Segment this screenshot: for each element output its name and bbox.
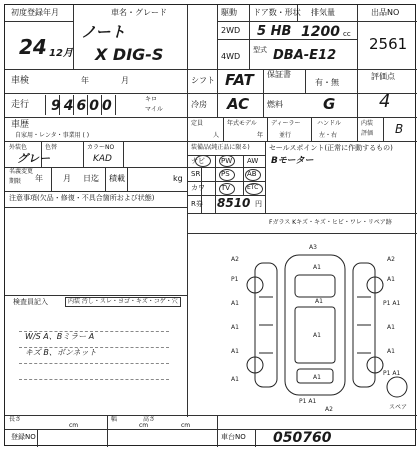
equip-ab: AB xyxy=(247,170,257,178)
chassis-value: 050760 xyxy=(273,430,332,446)
first-reg-year: 24 xyxy=(19,35,47,59)
mark-rf-fender: A1 xyxy=(387,276,395,283)
doors-label: ドア数・形状 xyxy=(253,8,301,17)
drive-label: 駆動 xyxy=(221,8,237,17)
model-year-label: 年式モデル xyxy=(227,120,257,127)
lot-value: 2561 xyxy=(369,35,408,53)
handle-label: ハンドル xyxy=(317,120,342,127)
shaken-month: 月 xyxy=(121,76,129,85)
history-label: 車歴 xyxy=(11,120,30,130)
selling-points-value: Bモーター xyxy=(271,156,314,166)
shaken-label: 車検 xyxy=(11,76,30,86)
mileage-label: 走行 xyxy=(11,100,30,110)
inspector-line-2: キズ B、ボンネット xyxy=(25,348,97,357)
ab-circle xyxy=(245,169,261,181)
mark-lf-door: A1 xyxy=(231,300,239,307)
color-change-label: 色替 xyxy=(45,144,58,151)
mark-trunk: A1 xyxy=(313,374,321,381)
score-value: 4 xyxy=(379,91,391,112)
auction-sheet xyxy=(4,4,416,446)
pw-circle xyxy=(219,155,235,167)
width-unit: cm xyxy=(139,422,149,429)
car-grade: X DIG-S xyxy=(95,45,164,64)
load-label: 積載 xyxy=(109,174,125,183)
mark-rf-corner: A2 xyxy=(387,256,395,263)
mark-hood: A1 xyxy=(313,264,321,271)
equip-sr: SR xyxy=(191,170,201,178)
mark-rf-door: P1 A1 xyxy=(383,300,401,307)
color-code-label: カラーNO xyxy=(87,144,115,151)
history-options: 自家用・レンタ・事業用 ( ) xyxy=(15,132,90,139)
equip-tv: TV xyxy=(221,184,231,192)
km-label: キロ xyxy=(145,96,158,103)
equip-pw: PW xyxy=(221,157,233,165)
ps-circle xyxy=(219,169,235,181)
inspector-line-1: W/S A、Bミラー A xyxy=(25,332,95,341)
change-year: 年 xyxy=(35,174,43,183)
model-label: 型式 xyxy=(253,46,267,54)
mark-lf-fender: P1 xyxy=(231,276,239,283)
shift-label: シフト xyxy=(191,76,215,85)
recycle-yen: 円 xyxy=(255,200,262,208)
inspector-legend: 内装 汚し・スレ・ヨゴ・キズ・コゲ・穴 xyxy=(65,297,181,307)
mark-rr-door: A1 xyxy=(387,324,395,331)
change-day: 日迄 xyxy=(83,174,99,183)
ac-label: 冷房 xyxy=(191,100,207,109)
equip-leather: カワ xyxy=(191,184,205,192)
warranty-yesno: 有・無 xyxy=(315,78,339,87)
lot-label: 出品NO xyxy=(371,8,400,17)
mark-lr-quarter: A1 xyxy=(231,376,239,383)
mileage-value: 94600 xyxy=(51,98,115,114)
first-reg-month: 12月 xyxy=(49,48,73,59)
shift-value: FAT xyxy=(225,71,254,89)
ac-value: AC xyxy=(227,95,250,113)
recycle-label: R券 xyxy=(191,200,203,208)
length-unit: cm xyxy=(69,422,79,429)
drive-4wd: 4WD xyxy=(221,52,241,61)
model-value: DBA-E12 xyxy=(273,48,337,63)
mark-rear: P1 A1 xyxy=(299,398,317,405)
fuel-value: G xyxy=(323,95,336,113)
mark-lr-door: A1 xyxy=(231,324,239,331)
equip-navi: ナビ xyxy=(191,157,205,165)
score-label: 評価点 xyxy=(371,72,395,81)
displacement-label: 排気量 xyxy=(311,8,335,17)
change-label: 名義変更 xyxy=(9,168,34,175)
change-label-2: 期限 xyxy=(9,178,22,185)
diagram-legend: Fガラス Kキズ・キズ・ヒビ・ワレ・リペア跡 xyxy=(269,219,392,226)
height-label: 高さ xyxy=(143,416,156,423)
recycle-value: 8510 xyxy=(217,196,251,210)
name-grade-label: 車名・グレード xyxy=(111,8,167,17)
displacement-value: 1200 xyxy=(301,24,340,40)
mile-label: マイル xyxy=(145,106,163,113)
model-year-unit: 年 xyxy=(257,132,264,139)
equip-etc: ETC xyxy=(247,184,259,191)
cc-label: cc xyxy=(343,30,351,38)
spare-label: スペア xyxy=(389,404,408,411)
length-label: 長さ xyxy=(9,416,22,423)
notes-label: 注意事項(欠品・修復・不具合箇所および状態) xyxy=(9,194,155,202)
ext-color-value: グレー xyxy=(17,152,50,165)
height-unit: cm xyxy=(181,422,191,429)
navi-circle xyxy=(195,155,211,167)
mark-r-rocker: A1 xyxy=(387,348,395,355)
equip-aw: AW xyxy=(247,157,259,165)
drive-2wd: 2WD xyxy=(221,26,241,35)
mark-roof: A1 xyxy=(313,332,321,339)
warranty-label: 保証書 xyxy=(267,70,291,79)
dealer-label: ディーラー xyxy=(271,120,301,127)
car-diagram xyxy=(215,235,415,413)
mark-rear-2: A2 xyxy=(325,406,333,413)
equip-ps: PS xyxy=(221,170,230,178)
etc-circle xyxy=(245,183,263,195)
shaken-year: 年 xyxy=(81,76,89,85)
mark-l-rocker: A1 xyxy=(231,348,239,355)
mark-windshield: A1 xyxy=(315,298,323,305)
color-code-value: KAD xyxy=(93,154,112,164)
equipment-title: 装備品(純正品に限る) xyxy=(191,144,250,151)
capacity-unit: 人 xyxy=(213,132,220,139)
first-reg-label: 初度登録年月 xyxy=(11,8,59,17)
handle-value: 左・右 xyxy=(319,132,338,139)
load-unit: kg xyxy=(173,174,183,183)
ext-color-label: 外装色 xyxy=(9,144,28,151)
change-month: 月 xyxy=(63,174,71,183)
fuel-label: 燃料 xyxy=(267,100,283,109)
interior-label: 内装 xyxy=(361,120,374,127)
chassis-label: 車台NO xyxy=(221,433,246,441)
interior-label-2: 評価 xyxy=(361,130,374,137)
doors-value: 5 HB xyxy=(257,24,292,39)
width-label: 幅 xyxy=(111,416,118,423)
mark-front: A3 xyxy=(309,244,317,251)
car-name: ノート xyxy=(81,23,126,41)
selling-points-label: セールスポイント(正常に作動するもの) xyxy=(269,144,393,152)
reg-no-label: 登録NO xyxy=(11,433,36,441)
mark-lf-corner: A2 xyxy=(231,256,239,263)
capacity-label: 定員 xyxy=(191,120,204,127)
dealer-value: 並行 xyxy=(279,132,292,139)
inspector-label: 検査員記入 xyxy=(13,298,48,306)
mark-rr-quarter: P1 A1 xyxy=(383,370,401,377)
interior-value: B xyxy=(395,122,404,136)
tv-circle xyxy=(219,183,235,195)
